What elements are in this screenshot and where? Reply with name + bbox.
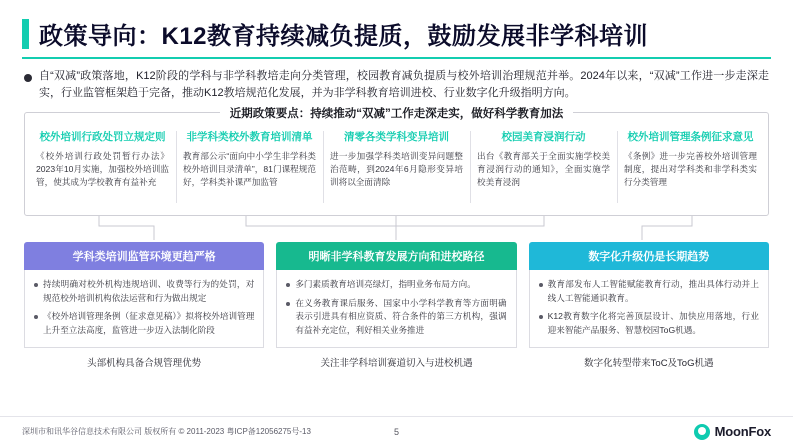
brand-logo	[694, 424, 771, 440]
policy-column-body: 进一步加强学科类培训变异问题整治范畴，到2024年6月隐形变异培训将以全面清除	[330, 151, 463, 187]
policy-column-body: 《校外培训行政处罚暂行办法》2023年10月实施，加强校外培训监管，使其成为学校教育有益补充	[36, 151, 169, 187]
policy-column-body: 教育部公示“面向中小学生非学科类校外培训目录清单”，81门课程规范好，学科类补课严加监管	[183, 151, 316, 187]
summary-card-body	[24, 270, 264, 348]
policy-column-title: 校外培训管理条例征求意见	[627, 131, 754, 143]
list-item	[34, 310, 254, 337]
bullet-icon	[34, 315, 38, 319]
page-title: 政策导向：K12教育持续减负提质，鼓励发展非学科培训	[39, 23, 649, 50]
policy-column-title: 校园美育浸润行动	[501, 131, 586, 143]
bullet-icon	[24, 74, 32, 82]
connector-lines	[24, 216, 769, 242]
list-item	[539, 278, 759, 305]
list-item	[539, 310, 759, 337]
policy-column	[470, 129, 617, 215]
policy-column	[617, 129, 764, 215]
policy-column-title: 清零各类学科变异培训	[344, 131, 449, 143]
list-item	[34, 278, 254, 305]
summary-card	[529, 242, 769, 369]
bullet-icon	[286, 283, 290, 287]
list-item-text: K12教育数字化将完善顶层设计、加快应用落地，行业迎来智能产品服务、智慧校园ToG机遇。	[547, 311, 759, 335]
summary-card	[276, 242, 516, 369]
summary-card-footer: 数字化转型带来ToC及ToG机遇	[584, 358, 714, 369]
bullet-icon	[539, 283, 543, 287]
page-number: 5	[393, 426, 399, 437]
policy-column	[176, 129, 323, 215]
list-item-text: 多门素质教育培训亮绿灯，指明业务布局方向。	[295, 279, 476, 289]
policy-column	[323, 129, 470, 215]
intro-text: 自“双减”政策落地，K12阶段的学科与非学科教培走向分类管理，校园教育减负提质与校外培训治理规范并举。2024年以来，“双减”工作进一步走深走实，行业监管框架趋于完备，推动K12教培规范化发展，并为非学科教育培训进校、行业数字化升级指明方向。	[39, 70, 769, 99]
list-item-text: 持续明确对校外机构违规培训、收费等行为的处罚，对规范校外培训机构依法运营和行为做出规定	[43, 279, 255, 303]
summary-card-body	[276, 270, 516, 348]
policy-panel-heading	[25, 104, 768, 122]
list-item	[286, 297, 506, 338]
policy-column-body: 出台《教育部关于全面实施学校美育浸润行动的通知》，全面实施学校美育浸润	[477, 151, 610, 187]
policy-column-title: 非学科类校外教育培训清单	[186, 131, 313, 143]
title-divider	[22, 57, 771, 59]
slide-footer	[0, 416, 793, 446]
summary-card-title: 数字化升级仍是长期趋势	[529, 242, 769, 270]
brand-name: MoonFox	[714, 424, 771, 439]
title-accent-bar	[22, 19, 29, 49]
list-item-text: 在义务教育课后服务、国家中小学科学教育等方面明确表示引进具有相应资质、符合条件的第三方机构，强调有益补充定位，利好相关业务推进	[295, 297, 507, 335]
policy-panel	[24, 108, 769, 216]
summary-card-footer: 关注非学科培训赛道切入与进校机遇	[320, 358, 473, 369]
bullet-icon	[539, 315, 543, 319]
bullet-icon	[286, 302, 290, 306]
policy-column-body: 《条例》进一步完善校外培训管理制度，提出对学科类和非学科类实行分类管理	[624, 151, 757, 187]
slide-title-row	[0, 0, 793, 51]
policy-column	[29, 129, 176, 215]
summary-card-title: 明晰非学科教育发展方向和进校路径	[276, 242, 516, 270]
policy-columns	[25, 113, 768, 215]
summary-card	[24, 242, 264, 369]
list-item-text: 教育部发布人工智能赋能教育行动，推出具体行动并上线人工智能通识教育。	[547, 279, 759, 303]
list-item	[286, 278, 506, 292]
copyright-text: 深圳市和讯华谷信息技术有限公司 版权所有 © 2011-2023 粤ICP备12056275号-13	[22, 427, 311, 436]
moon-icon	[694, 424, 710, 440]
summary-card-body	[529, 270, 769, 348]
summary-cards	[24, 242, 769, 369]
summary-card-footer: 头部机构具备合规管理优势	[87, 358, 202, 369]
connector-svg	[24, 216, 769, 242]
policy-panel-heading-text: 近期政策要点：持续推动“双减”工作走深走实，做好科学教育加法	[220, 108, 574, 120]
summary-card-title: 学科类培训监管环境更趋严格	[24, 242, 264, 270]
intro-paragraph	[24, 68, 769, 102]
policy-column-title: 校外培训行政处罚立规定则	[39, 131, 166, 143]
bullet-icon	[34, 283, 38, 287]
list-item-text: 《校外培训管理条例（征求意见稿）》拟将校外培训管理上升至立法高度，监管进一步迈入法制化阶段	[43, 311, 255, 335]
